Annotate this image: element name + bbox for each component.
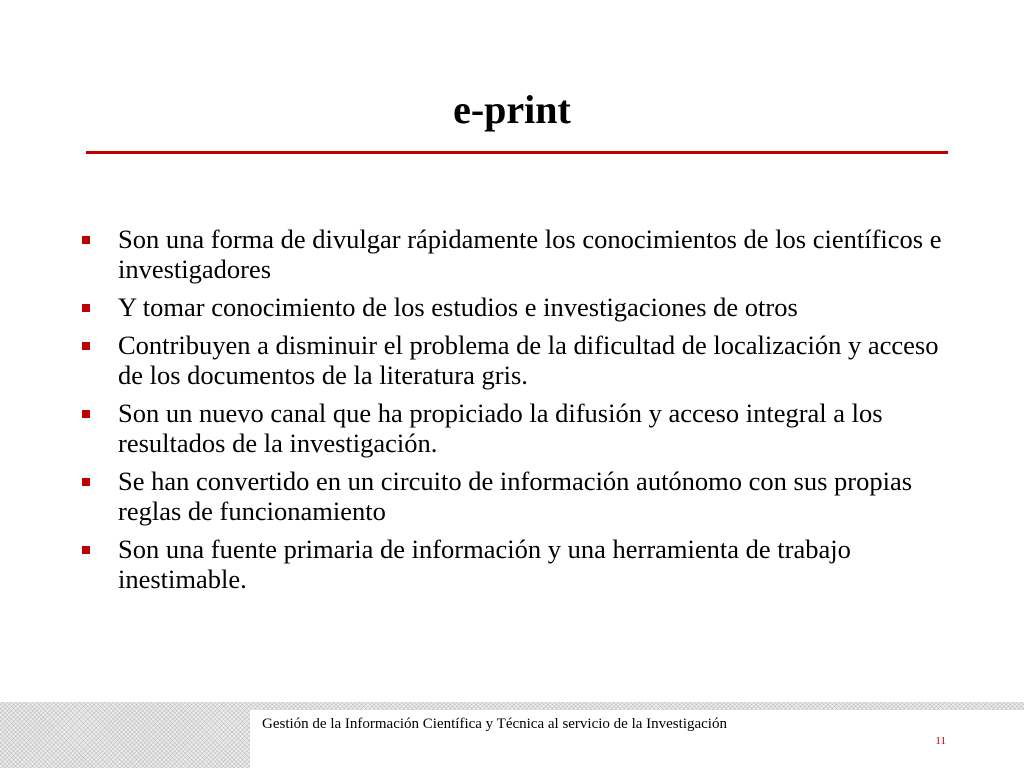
bullet-text: Son una forma de divulgar rápidamente los conocimientos de los científicos e investigadores [118, 224, 942, 284]
bullet-item [78, 466, 948, 526]
bullet-text: Son una fuente primaria de información y una herramienta de trabajo inestimable. [118, 534, 851, 594]
bullet-item [78, 534, 948, 594]
square-bullet-icon [82, 236, 90, 244]
slide-title: e-print [453, 87, 571, 132]
bullet-list [78, 224, 948, 602]
bullet-item [78, 398, 948, 458]
footer-caption: Gestión de la Información Científica y Técnica al servicio de la Investigación [262, 716, 727, 732]
square-bullet-icon [82, 410, 90, 418]
square-bullet-icon [82, 478, 90, 486]
square-bullet-icon [82, 546, 90, 554]
bullet-text: Son un nuevo canal que ha propiciado la difusión y acceso integral a los resultados de la investigación. [118, 398, 883, 458]
bullet-text: Se han convertido en un circuito de información autónomo con sus propias reglas de funcionamiento [118, 466, 913, 526]
square-bullet-icon [82, 304, 90, 312]
bullet-text: Y tomar conocimiento de los estudios e investigaciones de otros [118, 292, 798, 322]
title-underline [86, 151, 948, 154]
bullet-item [78, 292, 948, 322]
bullet-text: Contribuyen a disminuir el problema de la dificultad de localización y acceso de los documentos de la literatura gris. [118, 330, 939, 390]
bullet-item [78, 330, 948, 390]
bullet-item [78, 224, 948, 284]
slide-number: 11 [935, 735, 946, 747]
square-bullet-icon [82, 342, 90, 350]
